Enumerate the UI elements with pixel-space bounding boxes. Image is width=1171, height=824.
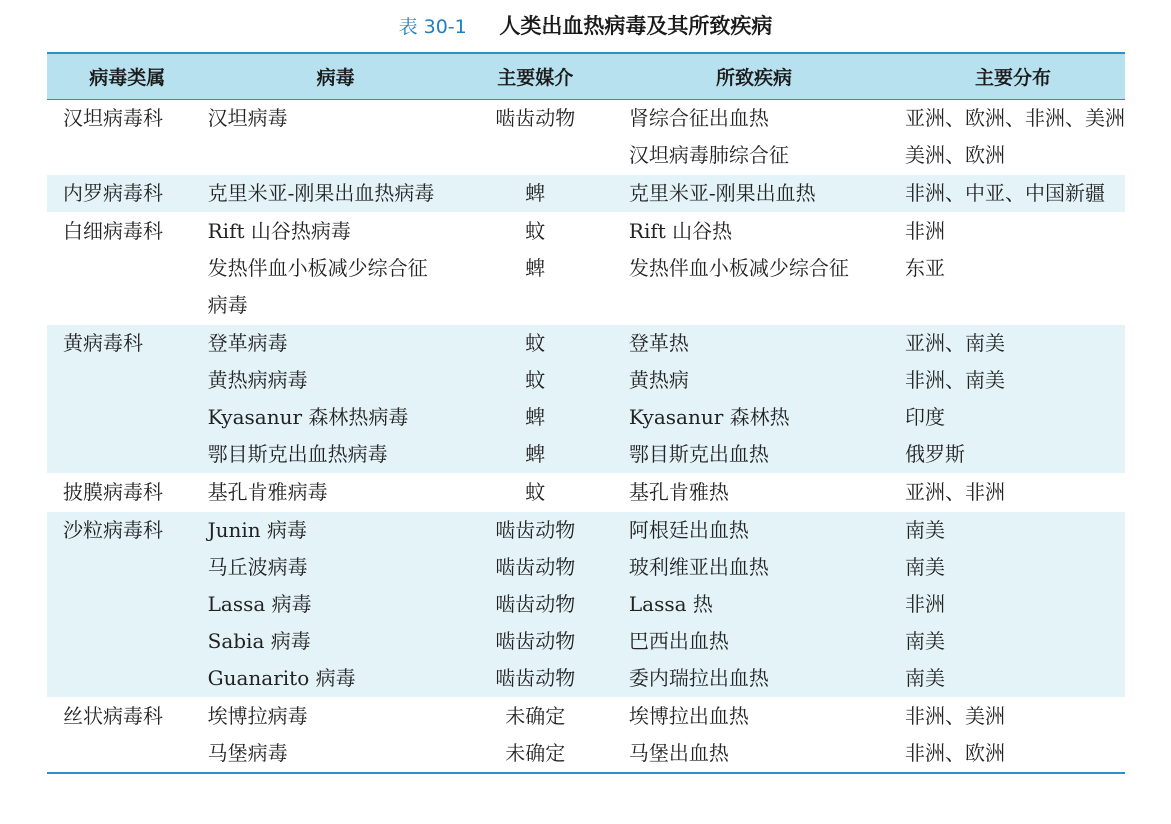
distribution-cell — [901, 324, 1125, 473]
distribution-entry: 亚洲、非洲 — [905, 479, 1005, 504]
virus-family-label: 丝状病毒科 — [63, 703, 163, 728]
virus-family-cell — [47, 99, 208, 174]
disease-cell — [607, 473, 901, 511]
table-caption — [0, 10, 1171, 40]
hemorrhagic-fever-virus-table — [47, 52, 1125, 774]
virus-family-cell — [47, 473, 208, 511]
table-row — [47, 697, 1125, 773]
vector-cell — [464, 99, 607, 174]
distribution-entry: 亚洲、欧洲、非洲、美洲 — [905, 105, 1125, 130]
distribution-entry: 非洲、欧洲 — [905, 740, 1005, 765]
disease-entry: 马堡出血热 — [628, 740, 729, 765]
distribution-entry: 非洲 — [905, 591, 945, 616]
distribution-entry: 印度 — [905, 404, 945, 429]
virus-family-cell — [47, 174, 208, 212]
vector-cell — [464, 324, 607, 473]
virus-family-label: 白细病毒科 — [63, 218, 163, 243]
distribution-cell — [901, 473, 1125, 511]
distribution-cell — [901, 174, 1125, 212]
vector-entry: 蚊 — [525, 367, 546, 392]
virus-family-label: 汉坦病毒科 — [63, 105, 163, 130]
vector-entry: 未确定 — [505, 740, 566, 765]
vector-cell — [464, 697, 607, 773]
disease-cell — [607, 99, 901, 174]
distribution-entry: 南美 — [905, 628, 945, 653]
vector-entry: 蜱 — [525, 255, 546, 280]
table-number: 表 30-1 — [398, 16, 467, 38]
vector-entry: 蚊 — [525, 479, 546, 504]
table-row — [47, 174, 1125, 212]
vector-entry: 啮齿动物 — [495, 554, 576, 579]
header-virus: 病毒 — [316, 66, 355, 89]
virus-entry: 汉坦病毒 — [207, 105, 288, 130]
disease-entry: Kyasanur 森林热 — [628, 404, 790, 429]
vector-entry: 蜱 — [525, 180, 546, 205]
distribution-entry: 非洲 — [905, 218, 945, 243]
table-header-row — [47, 53, 1125, 99]
distribution-entry: 俄罗斯 — [905, 441, 965, 466]
disease-entry: 肾综合征出血热 — [628, 105, 769, 130]
virus-cell — [208, 99, 464, 174]
vector-cell — [464, 212, 607, 324]
table-body — [47, 99, 1125, 773]
distribution-entry: 非洲、美洲 — [905, 703, 1005, 728]
virus-family-cell — [47, 324, 208, 473]
distribution-entry: 非洲、中亚、中国新疆 — [905, 180, 1105, 205]
virus-entry: Junin 病毒 — [207, 517, 308, 542]
vector-entry: 啮齿动物 — [495, 628, 576, 653]
vector-entry: 啮齿动物 — [495, 105, 576, 130]
table-row — [47, 473, 1125, 511]
disease-cell — [607, 511, 901, 697]
vector-entry: 未确定 — [505, 703, 566, 728]
vector-entry: 啮齿动物 — [495, 665, 576, 690]
table-row — [47, 511, 1125, 697]
disease-cell — [607, 174, 901, 212]
virus-entry: 马堡病毒 — [207, 740, 288, 765]
disease-entry: 克里米亚-刚果出血热 — [628, 180, 816, 205]
virus-cell — [208, 212, 464, 324]
virus-cell — [208, 324, 464, 473]
header-distribution: 主要分布 — [974, 66, 1051, 89]
table-row — [47, 324, 1125, 473]
disease-entry: 黄热病 — [628, 367, 689, 392]
virus-entry: 克里米亚-刚果出血热病毒 — [207, 180, 435, 205]
header-vector: 主要媒介 — [497, 66, 574, 89]
disease-entry: 委内瑞拉出血热 — [628, 665, 769, 690]
virus-cell — [208, 473, 464, 511]
virus-entry: Lassa 病毒 — [207, 591, 312, 616]
table-title: 人类出血热病毒及其所致疾病 — [499, 14, 773, 38]
disease-entry: 发热伴血小板减少综合征 — [628, 255, 849, 280]
virus-entry: 马丘波病毒 — [207, 554, 308, 579]
distribution-entry: 美洲、欧洲 — [905, 142, 1005, 167]
disease-entry: 阿根廷出血热 — [628, 517, 749, 542]
virus-cell — [208, 174, 464, 212]
distribution-cell — [901, 511, 1125, 697]
disease-cell — [607, 212, 901, 324]
virus-family-label: 沙粒病毒科 — [63, 517, 163, 542]
virus-family-cell — [47, 697, 208, 773]
disease-entry: 玻利维亚出血热 — [628, 554, 769, 579]
virus-entry: 鄂目斯克出血热病毒 — [207, 441, 388, 466]
vector-entry: 蜱 — [525, 441, 546, 466]
virus-family-cell — [47, 511, 208, 697]
virus-entry: 登革病毒 — [207, 330, 288, 355]
disease-entry: 基孔肯雅热 — [628, 479, 729, 504]
disease-entry: 鄂目斯克出血热 — [628, 441, 769, 466]
virus-entry: 黄热病病毒 — [207, 367, 308, 392]
disease-cell — [607, 697, 901, 773]
vector-cell — [464, 174, 607, 212]
vector-entry: 蚊 — [525, 218, 546, 243]
distribution-entry: 南美 — [905, 554, 945, 579]
virus-entry: 基孔肯雅病毒 — [207, 479, 328, 504]
virus-family-label: 黄病毒科 — [63, 330, 143, 355]
vector-entry: 蚊 — [525, 330, 546, 355]
distribution-entry: 非洲、南美 — [905, 367, 1005, 392]
distribution-cell — [901, 697, 1125, 773]
virus-entry: 埃博拉病毒 — [207, 703, 308, 728]
vector-cell — [464, 511, 607, 697]
table-row — [47, 99, 1125, 174]
disease-entry: 巴西出血热 — [628, 628, 729, 653]
disease-entry: 埃博拉出血热 — [628, 703, 749, 728]
header-virus-family: 病毒类属 — [89, 66, 166, 89]
disease-entry: 汉坦病毒肺综合征 — [628, 142, 789, 167]
virus-entry: Kyasanur 森林热病毒 — [207, 404, 409, 429]
distribution-cell — [901, 99, 1125, 174]
distribution-entry: 东亚 — [905, 255, 945, 280]
virus-family-label: 内罗病毒科 — [63, 180, 163, 205]
virus-family-cell — [47, 212, 208, 324]
vector-entry: 啮齿动物 — [495, 517, 576, 542]
virus-entry: Guanarito 病毒 — [207, 665, 356, 690]
disease-entry: Lassa 热 — [628, 591, 713, 616]
virus-entry: 发热伴血小板减少综合征病毒 — [207, 255, 428, 317]
disease-entry: 登革热 — [628, 330, 689, 355]
virus-entry: Rift 山谷热病毒 — [207, 218, 351, 243]
distribution-entry: 南美 — [905, 517, 945, 542]
distribution-entry: 亚洲、南美 — [905, 330, 1005, 355]
disease-entry: Rift 山谷热 — [628, 218, 733, 243]
virus-entry: Sabia 病毒 — [207, 628, 311, 653]
virus-cell — [208, 697, 464, 773]
vector-entry: 啮齿动物 — [495, 591, 576, 616]
distribution-cell — [901, 212, 1125, 324]
header-disease: 所致疾病 — [715, 66, 792, 89]
disease-cell — [607, 324, 901, 473]
distribution-entry: 南美 — [905, 665, 945, 690]
table-row — [47, 212, 1125, 324]
vector-entry: 蜱 — [525, 404, 546, 429]
vector-cell — [464, 473, 607, 511]
virus-family-label: 披膜病毒科 — [63, 479, 163, 504]
virus-cell — [208, 511, 464, 697]
